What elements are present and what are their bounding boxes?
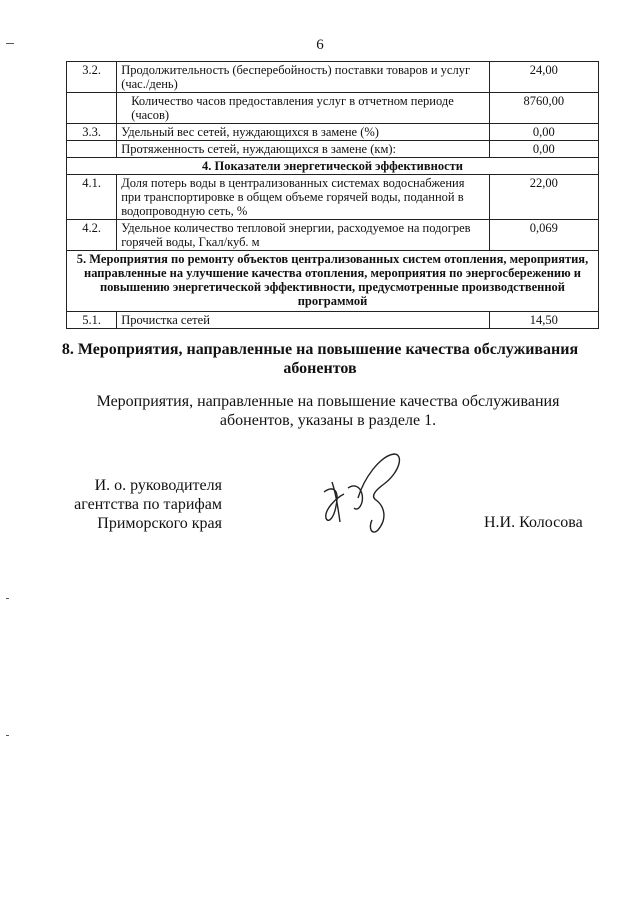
signer-position-line: И. о. руководителя <box>94 477 222 494</box>
row-number <box>67 141 117 158</box>
signer-position-line: Приморского края <box>97 515 222 532</box>
row-number: 3.3. <box>67 124 117 141</box>
row-description: Удельное количество тепловой энергии, расходуемое на подогрев горячей воды, Гкал/куб. м <box>117 220 489 251</box>
section-row <box>67 158 599 175</box>
section-row <box>67 251 599 312</box>
row-value: 0,00 <box>489 141 598 158</box>
table-row <box>67 220 599 251</box>
section-heading: 4. Показатели энергетической эффективности <box>67 158 599 175</box>
table-row <box>67 93 599 124</box>
table-row <box>67 62 599 93</box>
row-value: 0,069 <box>489 220 598 251</box>
row-value: 14,50 <box>489 312 598 329</box>
margin-mark <box>6 598 9 599</box>
section-8-heading: 8. Мероприятия, направленные на повышение качества обслуживания абонентов <box>61 341 579 377</box>
row-description <box>117 93 489 124</box>
row-description: Доля потерь воды в централизованных системах водоснабжения при транспортировке в общем объеме горячей воды, поданной в водопроводную сеть, % <box>117 175 489 220</box>
margin-mark <box>6 735 9 736</box>
row-value: 0,00 <box>489 124 598 141</box>
row-number: 5.1. <box>67 312 117 329</box>
row-number: 4.2. <box>67 220 117 251</box>
section-heading: 5. Мероприятия по ремонту объектов централизованных систем отопления, мероприятия, направленные на улучшение качества отопления, мероприятия по энергосбережению и повышению энергетической эффективности, предусмотренные производственной программой <box>67 251 599 312</box>
margin-mark <box>6 43 14 44</box>
signer-position <box>72 476 222 533</box>
row-value: 22,00 <box>489 175 598 220</box>
row-description-text: Количество часов предоставления услуг в отчетном периоде (часов) <box>131 94 454 122</box>
row-number <box>67 93 117 124</box>
table-row <box>67 124 599 141</box>
signer-name: Н.И. Колосова <box>484 514 583 531</box>
row-description: Удельный вес сетей, нуждающихся в замене (%) <box>117 124 489 141</box>
row-number: 3.2. <box>67 62 117 93</box>
indicators-table <box>66 61 599 329</box>
row-number: 4.1. <box>67 175 117 220</box>
signer-position-line: агентства по тарифам <box>74 496 222 513</box>
table-row <box>67 141 599 158</box>
row-value: 24,00 <box>489 62 598 93</box>
page-number: 6 <box>316 37 324 53</box>
row-description: Протяженность сетей, нуждающихся в замене (км): <box>117 141 489 158</box>
handwritten-signature <box>318 448 410 548</box>
row-description: Продолжительность (бесперебойность) поставки товаров и услуг (час./день) <box>117 62 489 93</box>
row-value: 8760,00 <box>489 93 598 124</box>
row-description: Прочистка сетей <box>117 312 489 329</box>
table-row <box>67 175 599 220</box>
table-row <box>67 312 599 329</box>
section-8-text: Мероприятия, направленные на повышение качества обслуживания абонентов, указаны в разделе 1. <box>96 393 560 429</box>
